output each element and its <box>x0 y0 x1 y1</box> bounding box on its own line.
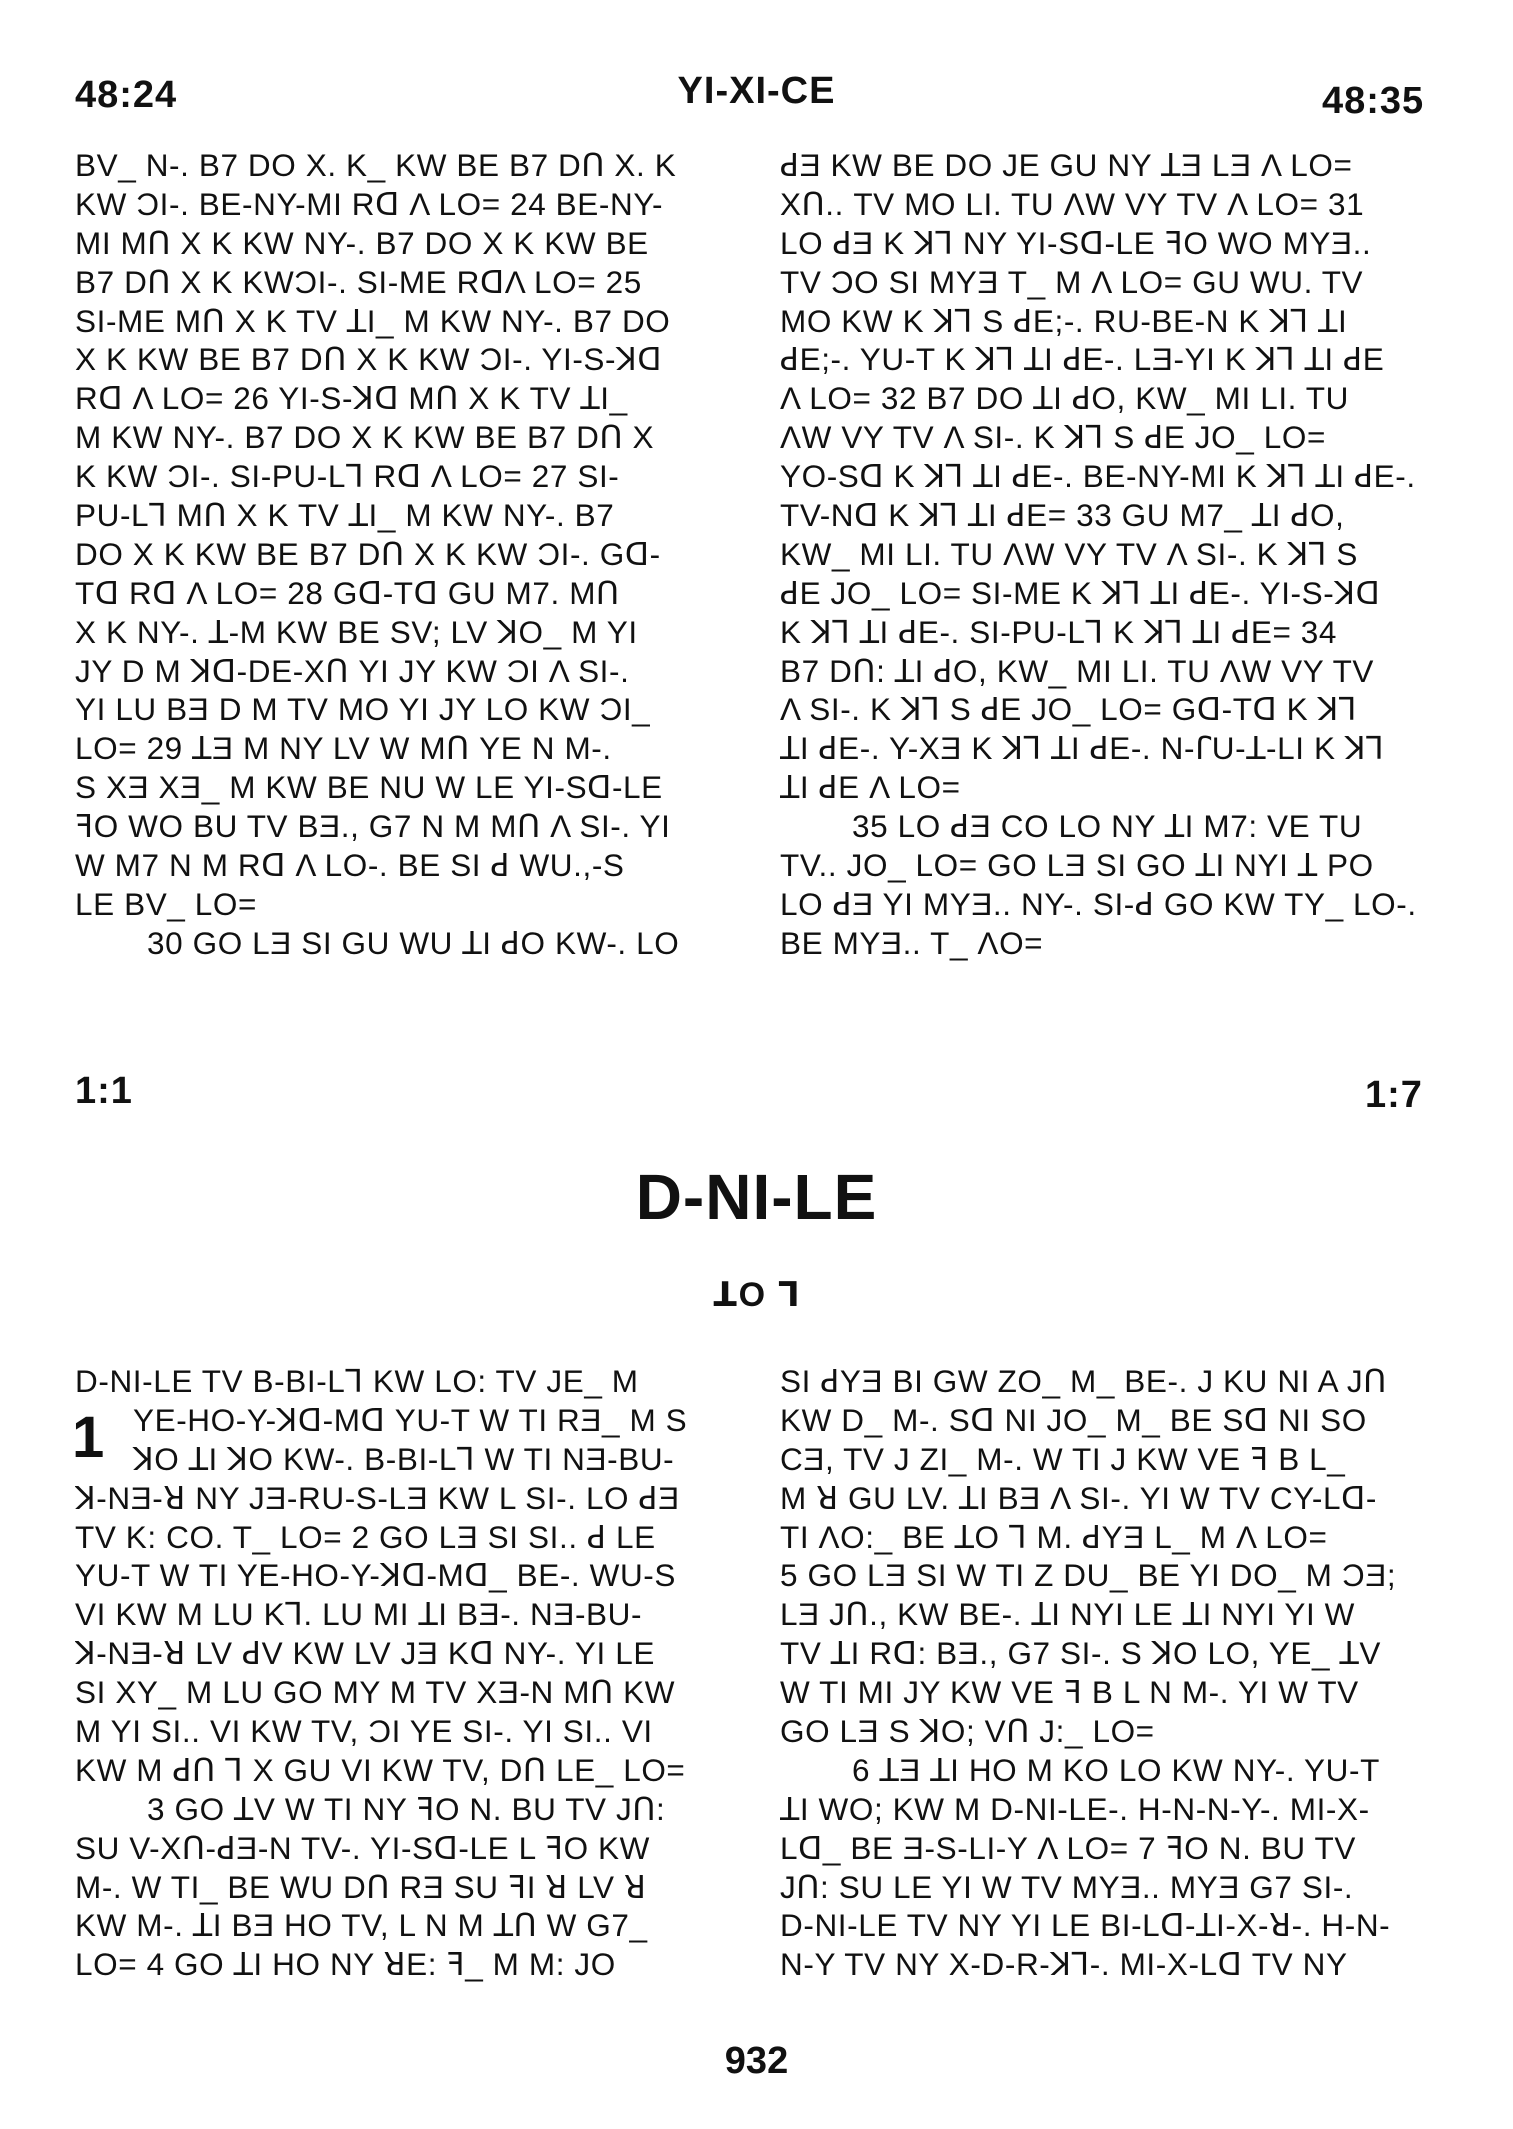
text-line: MO KW K ꓘꓶ S ꓒE;-. RU-BE-N K ꓘꓶ ꓕI <box>780 302 1348 339</box>
text-line: TV.. JO_ LO= GO LƎ SI GO ꓕI NYI ꓕ PO <box>780 847 1374 884</box>
text-line: ΛW VY TV Λ SI-. K ꓘꓶ S ꓒE JO_ LO= <box>780 419 1326 456</box>
text-line: 3 GO ꓕV W TI NY ꟻO N. BU TV Jꓵ: <box>147 1790 666 1827</box>
header-right-reference: 48:35 <box>1322 80 1425 122</box>
text-line: KW_ MI LI. TU ΛW VY TV Λ SI-. K ꓘꓶ S <box>780 535 1359 572</box>
text-line: YI LU BƎ D M TV MO YI JY LO KW ƆI_ <box>75 691 651 728</box>
text-line: CƎ, TV J ZI_ M-. W TI J KW VE ꟻ B L_ <box>780 1440 1346 1477</box>
top-right-column <box>780 146 1440 963</box>
text-line: SU V-Xꓵ-ꓒƎ-N TV-. YI-Sꓷ-LE L ꟻO KW <box>75 1829 651 1866</box>
text-line: M YI SI.. VI KW TV, ƆI YE SI-. YI SI.. VI <box>75 1713 653 1750</box>
text-line: D-NI-LE TV B-BI-Lꓶ KW LO: TV JE_ M <box>75 1363 639 1399</box>
text-line: TV ƆO SI MYƎ T_ M Λ LO= GU WU. TV <box>780 263 1364 300</box>
header-left-reference: 48:24 <box>75 74 178 116</box>
text-line: KW ƆI-. BE-NY-MI Rꓷ Λ LO= 24 BE-NY- <box>75 185 664 222</box>
text-line: N-Y TV NY X-D-R-ꓘꓶ-. MI-X-Lꓷ TV NY <box>780 1946 1348 1983</box>
text-line: DO X K KW BE B7 Dꓵ X K KW ƆI-. Gꓷ- <box>75 535 661 572</box>
text-line: Xꓵ.. TV MO LI. TU ΛW VY TV Λ LO= 31 <box>780 185 1365 222</box>
text-line: ꓕI ꓒE-. Y-XƎ K ꓘꓶ ꓕI ꓒE-. N-ꓩU-ꓕ-LI K ꓘꓶ <box>780 730 1385 767</box>
text-line: LO ꓒƎ K ꓘꓶ NY YI-Sꓷ-LE ꟻO WO MYƎ.. <box>780 224 1372 261</box>
text-line: D-NI-LE TV NY YI LE BI-Lꓷ-ꓕI-X-ꓤ-. H-N- <box>780 1907 1391 1944</box>
text-line: ꓕI ꓒE Λ LO= <box>780 769 961 806</box>
text-line: X K KW BE B7 Dꓵ X K KW ƆI-. YI-S-ꓘꓷ <box>75 341 663 378</box>
header-book-title: YI-XI-CE <box>677 70 836 112</box>
text-line: M KW NY-. B7 DO X K KW BE B7 Dꓵ X <box>75 419 655 456</box>
bottom-right-column <box>780 1362 1440 1984</box>
page-number: 932 <box>724 2040 789 2082</box>
text-line: 35 LO ꓒƎ CO LO NY ꓕI M7: VE TU <box>852 808 1363 845</box>
text-line: B7 Dꓵ: ꓕI ꓒO, KW_ MI LI. TU ΛW VY TV <box>780 652 1375 689</box>
text-line: W M7 N M Rꓷ Λ LO-. BE SI ꓒ WU.,-S <box>75 847 625 884</box>
text-line: SI-ME Mꓵ X K TV ꓕI_ M KW NY-. B7 DO <box>75 302 671 339</box>
text-line: KW D_ M-. Sꓷ NI JO_ M_ BE Sꓷ NI SO <box>780 1401 1367 1438</box>
text-line: K ꓘꓶ ꓕI ꓒE-. SI-PU-Lꓶ K ꓘꓶ ꓕI ꓒE= 34 <box>780 613 1338 650</box>
text-line: K KW ƆI-. SI-PU-Lꓶ Rꓷ Λ LO= 27 SI- <box>75 458 620 495</box>
top-left-column <box>75 146 735 963</box>
text-line: M-. W TI_ BE WU Dꓵ RƎ SU ꟻI ꓤ LV ꓤ <box>75 1868 647 1905</box>
text-line: SI XY_ M LU GO MY M TV XƎ-N Mꓵ KW <box>75 1674 676 1711</box>
text-line: S XƎ XƎ_ M KW BE NU W LE YI-Sꓷ-LE <box>75 769 663 806</box>
text-line: Λ LO= 32 B7 DO ꓕI ꓒO, KW_ MI LI. TU <box>780 380 1349 417</box>
text-line: B7 Dꓵ X K KWƆI-. SI-ME RꓷΛ LO= 25 <box>75 263 642 300</box>
text-line: ꓒE JO_ LO= SI-ME K ꓘꓶ ꓕI ꓒE-. YI-S-ꓘꓷ <box>780 574 1381 611</box>
text-line: SI ꓒYƎ BI GW ZO_ M_ BE-. J KU NI A Jꓵ <box>780 1363 1387 1399</box>
text-line: TV-Nꓷ K ꓘꓶ ꓕI ꓒE= 33 GU M7_ ꓕI ꓒO, <box>780 497 1345 534</box>
text-line: Tꓷ Rꓷ Λ LO= 28 Gꓷ-Tꓷ GU M7. Mꓵ <box>75 574 620 611</box>
text-line: BV_ N-. B7 DO X. K_ KW BE B7 Dꓵ X. K <box>75 147 677 183</box>
text-line: ꟻO WO BU TV BƎ., G7 N M Mꓵ Λ SI-. YI <box>75 808 671 845</box>
text-line: LO ꓒƎ YI MYƎ.. NY-. SI-ꓒ GO KW TY_ LO-. <box>780 885 1417 922</box>
chapter-number-dropcap: 1 <box>72 1405 105 1470</box>
text-line: X K NY-. ꓕ-M KW BE SV; LV ꓘO_ M YI <box>75 613 638 650</box>
text-line: ꓘO ꓕI ꓘO KW-. B-BI-Lꓶ W TI NƎ-BU- <box>133 1440 675 1477</box>
text-line: LO= 29 ꓕƎ M NY LV W Mꓵ YE N M-. <box>75 730 612 767</box>
text-line: ꓘ-NƎ-ꓤ NY JƎ-RU-S-LƎ KW L SI-. LO ꓒƎ <box>75 1479 680 1516</box>
text-line: JY D M ꓘꓷ-DE-Xꓵ YI JY KW ƆI Λ SI-. <box>75 652 630 689</box>
text-line: ꓒE;-. YU-T K ꓘꓶ ꓕI ꓒE-. LƎ-YI K ꓘꓶ ꓕI ꓒE <box>780 341 1385 378</box>
text-line: KW M ꓒꓵ ꓶ X GU VI KW TV, Dꓵ LE_ LO= <box>75 1751 686 1788</box>
text-line: YU-T W TI YE-HO-Y-ꓘꓷ-Mꓷ_ BE-. WU-S <box>75 1557 676 1594</box>
text-line: PU-Lꓶ Mꓵ X K TV ꓕI_ M KW NY-. B7 <box>75 497 615 534</box>
text-line: W TI MI JY KW VE ꟻ B L N M-. YI W TV <box>780 1674 1359 1711</box>
text-line: LƎ Jꓵ., KW BE-. ꓕI NYI LE ꓕI NYI YI W <box>780 1596 1356 1633</box>
text-line: Lꓷ_ BE Ǝ-S-LI-Y Λ LO= 7 ꟻO N. BU TV <box>780 1829 1356 1866</box>
text-line: Rꓷ Λ LO= 26 YI-S-ꓘꓷ Mꓵ X K TV ꓕI_ <box>75 380 628 417</box>
text-line: LO= 4 GO ꓕI HO NY ꓤE: ꟻ_ M M: JO <box>75 1946 616 1983</box>
text-line: KW M-. ꓕI BƎ HO TV, L N M ꓕꓵ W G7_ <box>75 1907 648 1944</box>
text-line: YE-HO-Y-ꓘꓷ-Mꓷ YU-T W TI RƎ_ M S <box>133 1401 688 1438</box>
chapter-heading: ꓕO ꓶ <box>713 1276 800 1314</box>
text-line: TI ΛO:_ BE ꓕO ꓶ M. ꓒYƎ L_ M Λ LO= <box>780 1518 1328 1555</box>
text-line: ꓘ-NƎ-ꓤ LV ꓒV KW LV JƎ Kꓷ NY-. YI LE <box>75 1635 655 1672</box>
text-line: YO-Sꓷ K ꓘꓶ ꓕI ꓒE-. BE-NY-MI K ꓘꓶ ꓕI ꓒE-. <box>780 458 1416 495</box>
text-line: 30 GO LƎ SI GU WU ꓕI ꓒO KW-. LO <box>147 924 680 961</box>
text-line: ꓕI WO; KW M D-NI-LE-. H-N-N-Y-. MI-X- <box>780 1790 1370 1827</box>
text-line: 5 GO LƎ SI W TI Z DU_ BE YI DO_ M ƆƎ; <box>780 1557 1397 1594</box>
text-line: TV K: CO. T_ LO= 2 GO LƎ SI SI.. ꓒ LE <box>75 1518 656 1555</box>
text-line: LE BV_ LO= <box>75 885 257 922</box>
text-line: MI Mꓵ X K KW NY-. B7 DO X K KW BE <box>75 224 649 261</box>
book-title: D-NI-LE <box>635 1161 878 1233</box>
text-line: GO LƎ S ꓘO; Vꓵ J:_ LO= <box>780 1713 1155 1750</box>
text-line: VI KW M LU Kꓶ. LU MI ꓕI BƎ-. NƎ-BU- <box>75 1596 643 1633</box>
text-line: Jꓵ: SU LE YI W TV MYƎ.. MYƎ G7 SI-. <box>780 1868 1354 1905</box>
text-line: BE MYƎ.. T_ ΛO= <box>780 924 1044 961</box>
section-left-reference: 1:1 <box>75 1070 133 1112</box>
text-line: 6 ꓕƎ ꓕI HO M KO LO KW NY-. YU-T <box>852 1751 1380 1788</box>
text-line: Λ SI-. K ꓘꓶ S ꓒE JO_ LO= Gꓷ-Tꓷ K ꓘꓶ <box>780 691 1358 728</box>
section-right-reference: 1:7 <box>1365 1074 1423 1116</box>
text-line: TV ꓕI Rꓷ: BƎ., G7 SI-. S ꓘO LO, YE_ ꓕV <box>780 1635 1381 1672</box>
text-line: ꓒƎ KW BE DO JE GU NY ꓕƎ LƎ Λ LO= <box>780 147 1353 183</box>
text-line: M ꓤ GU LV. ꓕI BƎ Λ SI-. YI W TV CY-Lꓷ- <box>780 1479 1377 1516</box>
bottom-left-column <box>75 1362 735 1984</box>
